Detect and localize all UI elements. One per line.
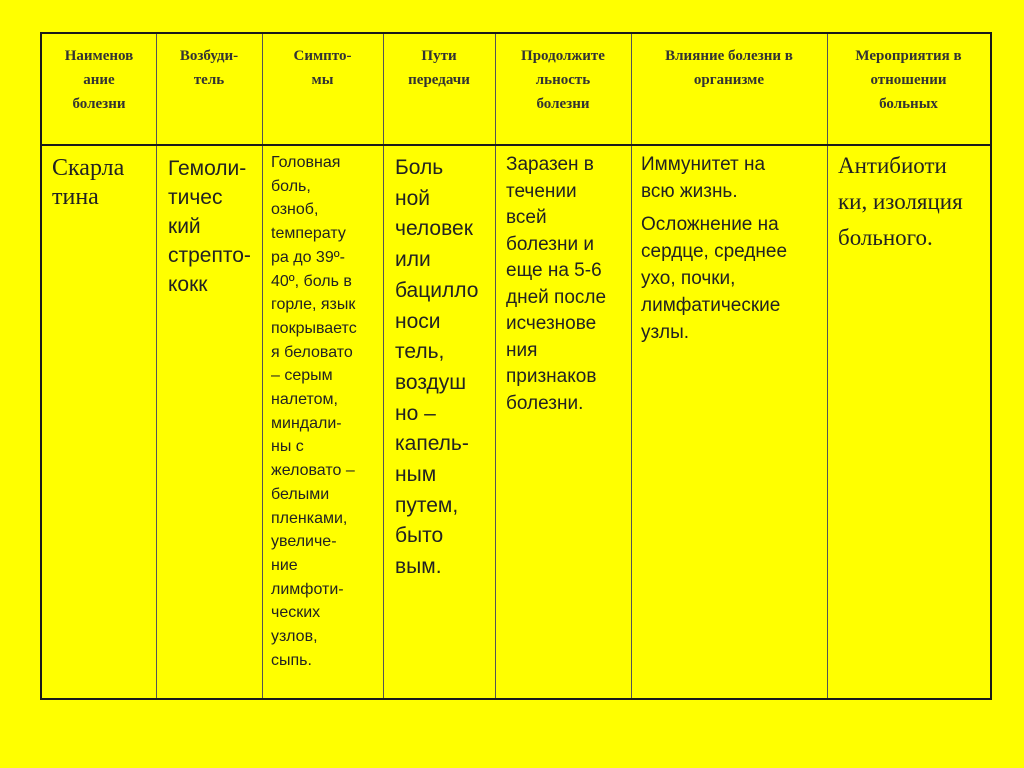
header-duration: Продолжите льность болезни <box>521 48 605 112</box>
cell-disease-name: Скарла тина <box>52 155 125 210</box>
cell-pathogen: Гемоли- тичес кий стрепто- кокк <box>168 157 251 296</box>
cell-measures: Антибиоти ки, изоляция больного. <box>838 153 963 250</box>
cell-duration: Заразен в течении всей болезни и еще на 5-6 дней после исчезнове ния признаков болезни. <box>506 154 607 414</box>
header-disease-name: Наименов ание болезни <box>64 48 134 112</box>
cell-symptoms: Головная боль, озноб, tемперату ра до 39º- 40º, боль в горле, язык покрываетс я беловато – серым налетом, миндали- ны с желовато – белыми пленками, увеличе- ние лимфоти- ческих узлов, сыпь. <box>271 154 357 669</box>
header-effect: Влияние болезни в организме <box>665 48 793 88</box>
header-transmission: Пути передачи <box>408 48 470 88</box>
header-pathogen: Возбуди- тель <box>179 48 239 88</box>
cell-effect <box>631 146 827 700</box>
disease-table <box>40 32 992 700</box>
header-symptoms: Симпто- мы <box>293 48 352 88</box>
header-measures: Мероприятия в отношении больных <box>855 48 962 112</box>
effect-immunity: Иммунитет на всю жизнь. <box>641 154 766 202</box>
effect-complications: Осложнение на сердце, среднее ухо, почки, лимфатические узлы. <box>641 214 788 343</box>
cell-transmission: Боль ной человек или бацилло носи тель, воздуш но – капель- ным путем, быто вым. <box>395 156 479 579</box>
